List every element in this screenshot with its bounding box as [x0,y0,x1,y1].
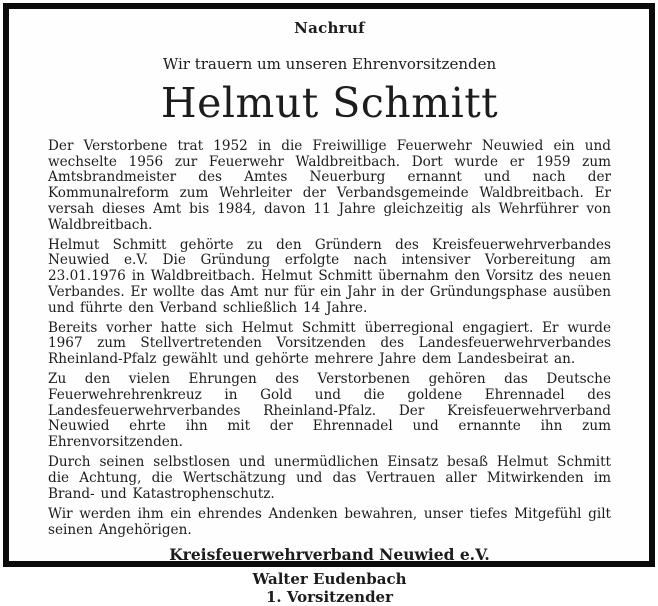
signer-name: Walter Eudenbach [252,570,407,589]
signer-title: 1. Vorsitzender [265,588,394,606]
kicker-heading: Nachruf [294,19,365,37]
obituary-card [3,3,655,606]
intro-line: Wir trauern um unseren Ehrenvorsitzenden [162,55,497,73]
deceased-name-headline: Helmut Schmitt [160,79,499,127]
signature-organization: Kreisfeuerwehrverband Neuwied e.V. [169,545,490,565]
obituary-paragraph: Durch seinen selbstlosen und unermüdlichen Einsatz besaß Helmut Schmitt die Achtung, die Wertschätzung und das Vertrauen aller Mitwirkenden im Brand- und Katastrophenschutz. [48,454,611,502]
signature-block [48,546,611,606]
obituary-content [9,9,649,606]
obituary-body [48,139,611,538]
obituary-paragraph: Der Verstorbene trat 1952 in die Freiwillige Feuerwehr Neuwied ein und wechselte 1956 zur Feuerwehr Waldbreitbach. Dort wurde er 1959 zum Amtsbrandmeister des Amtes Neuerburg ernannt und nach der Kommunalreform zum Wehrleiter der Verbandsgemeinde Waldbreitbach. Er versah dieses Amt bis 1984, davon 11 Jahre gleichzeitig als Wehrführer von Waldbreitbach. [48,138,611,233]
obituary-paragraph: Wir werden ihm ein ehrendes Andenken bewahren, unser tiefes Mitgefühl gilt seinen Angehörigen. [48,505,611,538]
obituary-paragraph: Zu den vielen Ehrungen des Verstorbenen gehören das Deutsche Feuerwehrehrenkreuz in Gold und die goldene Ehrennadel des Landesfeuerwehrverbandes Rheinland-Pfalz. Der Kreisfeuerwehrverband Neuwied ehrte ihn mit der Ehrennadel und ernannte ihn zum Ehrenvorsitzenden. [48,371,611,451]
obituary-paragraph: Helmut Schmitt gehörte zu den Gründern des Kreisfeuerwehrverbandes Neuwied e.V. Die Gründung erfolgte nach intensiver Vorbereitung am 23.01.1976 in Waldbreitbach. Helmut Schmitt übernahm den Vorsitz des neuen Verbandes. Er wollte das Amt nur für ein Jahr in der Gründungsphase ausüben und führte den Verband schließlich 14 Jahre. [48,236,611,316]
obituary-paragraph: Bereits vorher hatte sich Helmut Schmitt überregional engagiert. Er wurde 1967 zum Stellvertretenden Vorsitzenden des Landesfeuerwehrverbandes Rheinland-Pfalz gewählt und gehörte mehrere Jahre dem Landesbeirat an. [48,319,611,368]
